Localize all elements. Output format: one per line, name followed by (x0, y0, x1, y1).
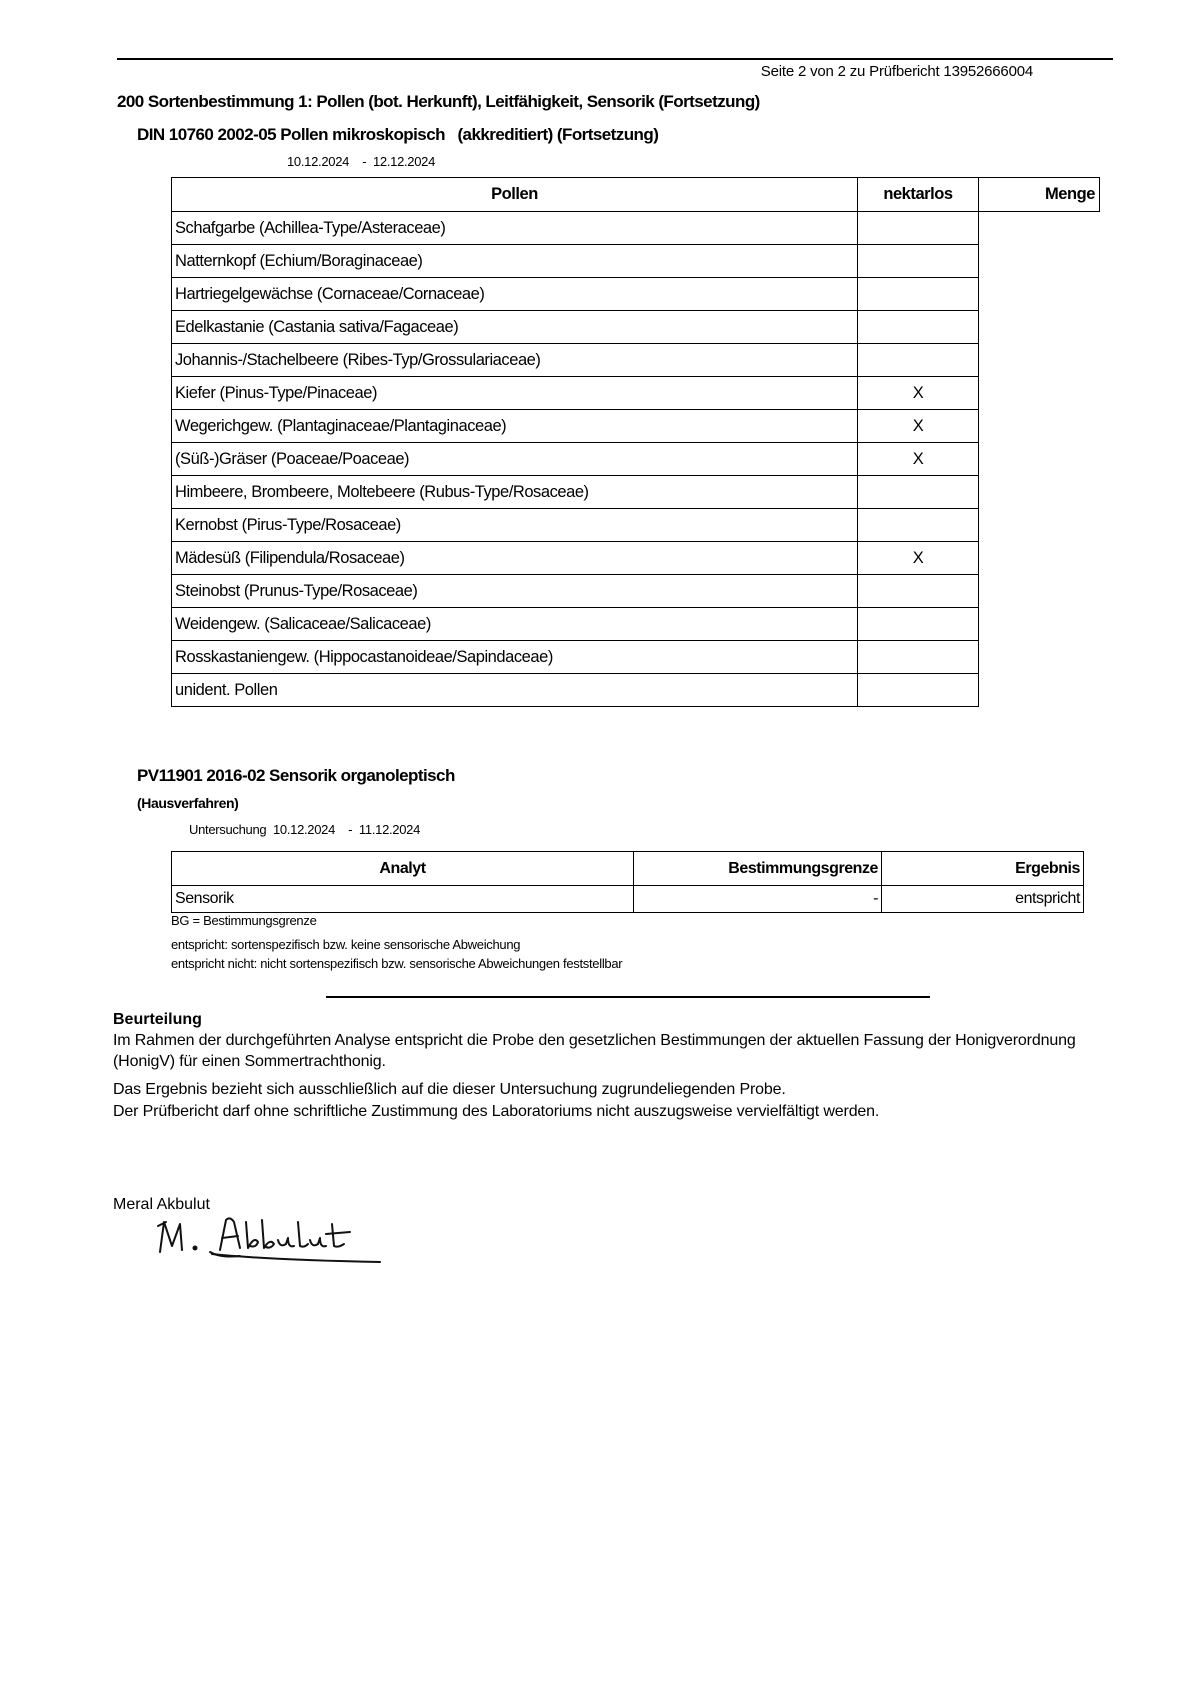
cell-pollen: Wegerichgew. (Plantaginaceae/Plantaginaceae) (172, 410, 858, 443)
table-row (172, 443, 1100, 476)
cell-pollen: Rosskastaniengew. (Hippocastanoideae/Sapindaceae) (172, 641, 858, 674)
table-row (172, 886, 1084, 913)
cell-bestimmungsgrenze: - (634, 886, 882, 913)
column-header-pollen: Pollen (172, 178, 858, 212)
table-row (172, 377, 1100, 410)
pollen-method-title: DIN 10760 2002-05 Pollen mikroskopisch (akkreditiert) (Fortsetzung) (137, 125, 659, 144)
cell-menge (979, 410, 1100, 443)
cell-nektarlos (858, 311, 979, 344)
cell-menge (979, 575, 1100, 608)
section-title: 200 Sortenbestimmung 1: Pollen (bot. Herkunft), Leitfähigkeit, Sensorik (Fortsetzung) (117, 92, 760, 111)
sensory-table-header (172, 852, 1084, 886)
cell-nektarlos (858, 476, 979, 509)
column-header-bestimmungsgrenze: Bestimmungsgrenze (634, 852, 882, 886)
cell-pollen: Weidengew. (Salicaceae/Salicaceae) (172, 608, 858, 641)
cell-pollen: Steinobst (Prunus-Type/Rosaceae) (172, 575, 858, 608)
cell-menge (979, 509, 1100, 542)
note-bg: BG = Bestimmungsgrenze (171, 913, 317, 928)
cell-pollen: (Süß-)Gräser (Poaceae/Poaceae) (172, 443, 858, 476)
cell-nektarlos (858, 344, 979, 377)
cell-menge (979, 674, 1100, 707)
cell-pollen: Edelkastanie (Castania sativa/Fagaceae) (172, 311, 858, 344)
table-row (172, 245, 1100, 278)
cell-nektarlos (858, 641, 979, 674)
pollen-table (171, 177, 1100, 707)
cell-nektarlos (858, 245, 979, 278)
column-header-nektarlos: nektarlos (858, 178, 979, 212)
cell-menge (979, 443, 1100, 476)
sensory-date-range: Untersuchung 10.12.2024 - 11.12.2024 (189, 822, 421, 837)
sensory-method-subtitle: (Hausverfahren) (137, 795, 239, 811)
cell-menge (979, 377, 1100, 410)
cell-menge (979, 608, 1100, 641)
cell-nektarlos: X (858, 410, 979, 443)
cell-ergebnis: entspricht (882, 886, 1084, 913)
cell-nektarlos (858, 212, 979, 245)
cell-pollen: unident. Pollen (172, 674, 858, 707)
column-header-ergebnis: Ergebnis (882, 852, 1084, 886)
sensory-table (171, 851, 1084, 913)
pollen-date-range: 10.12.2024 - 12.12.2024 (287, 154, 436, 169)
cell-nektarlos: X (858, 542, 979, 575)
table-row (172, 509, 1100, 542)
cell-nektarlos: X (858, 377, 979, 410)
cell-menge (979, 311, 1100, 344)
table-row (172, 641, 1100, 674)
signer-name: Meral Akbulut (113, 1196, 210, 1213)
cell-pollen: Mädesüß (Filipendula/Rosaceae) (172, 542, 858, 575)
pollen-table-header (172, 178, 1100, 212)
table-row (172, 476, 1100, 509)
cell-menge (979, 344, 1100, 377)
cell-analyt: Sensorik (172, 886, 634, 913)
assessment-text: Im Rahmen der durchgeführten Analyse entspricht die Probe den gesetzlichen Bestimmungen der aktuellen Fassung der Honigverordnung (HonigV) für einen Sommertrachthonig. (113, 1032, 1076, 1070)
cell-menge (979, 476, 1100, 509)
cell-pollen: Hartriegelgewächse (Cornaceae/Cornaceae) (172, 278, 858, 311)
table-row (172, 608, 1100, 641)
cell-menge (979, 212, 1100, 245)
disclaimer-2: Der Prüfbericht darf ohne schriftliche Zustimmung des Laboratoriums nicht auszugsweise vervielfältigt werden. (113, 1103, 880, 1120)
cell-pollen: Schafgarbe (Achillea-Type/Asteraceae) (172, 212, 858, 245)
disclaimer-1: Das Ergebnis bezieht sich ausschließlich auf die dieser Untersuchung zugrundeliegenden Probe. (113, 1081, 786, 1098)
cell-nektarlos (858, 509, 979, 542)
table-row (172, 344, 1100, 377)
cell-nektarlos (858, 575, 979, 608)
cell-menge (979, 245, 1100, 278)
cell-nektarlos (858, 278, 979, 311)
cell-pollen: Natternkopf (Echium/Boraginaceae) (172, 245, 858, 278)
signature-icon (150, 1210, 390, 1270)
cell-pollen: Kernobst (Pirus-Type/Rosaceae) (172, 509, 858, 542)
cell-menge (979, 641, 1100, 674)
cell-pollen: Kiefer (Pinus-Type/Pinaceae) (172, 377, 858, 410)
assessment-heading: Beurteilung (113, 1011, 202, 1028)
note-entspricht: entspricht: sortenspezifisch bzw. keine sensorische Abweichung (171, 937, 521, 952)
section-divider (326, 996, 930, 998)
cell-nektarlos: X (858, 443, 979, 476)
table-row (172, 542, 1100, 575)
page-info: Seite 2 von 2 zu Prüfbericht 13952666004 (760, 63, 1033, 80)
table-row (172, 311, 1100, 344)
table-row (172, 575, 1100, 608)
cell-pollen: Johannis-/Stachelbeere (Ribes-Typ/Grossulariaceae) (172, 344, 858, 377)
table-row (172, 674, 1100, 707)
cell-menge (979, 542, 1100, 575)
cell-nektarlos (858, 674, 979, 707)
header-rule (117, 58, 1113, 60)
table-row (172, 212, 1100, 245)
column-header-menge: Menge (979, 178, 1100, 212)
cell-nektarlos (858, 608, 979, 641)
column-header-analyt: Analyt (172, 852, 634, 886)
table-row (172, 278, 1100, 311)
cell-pollen: Himbeere, Brombeere, Moltebeere (Rubus-Type/Rosaceae) (172, 476, 858, 509)
cell-menge (979, 278, 1100, 311)
sensory-method-title: PV11901 2016-02 Sensorik organoleptisch (137, 766, 455, 785)
note-entspricht-nicht: entspricht nicht: nicht sortenspezifisch bzw. sensorische Abweichungen feststellbar (171, 956, 623, 971)
table-row (172, 410, 1100, 443)
